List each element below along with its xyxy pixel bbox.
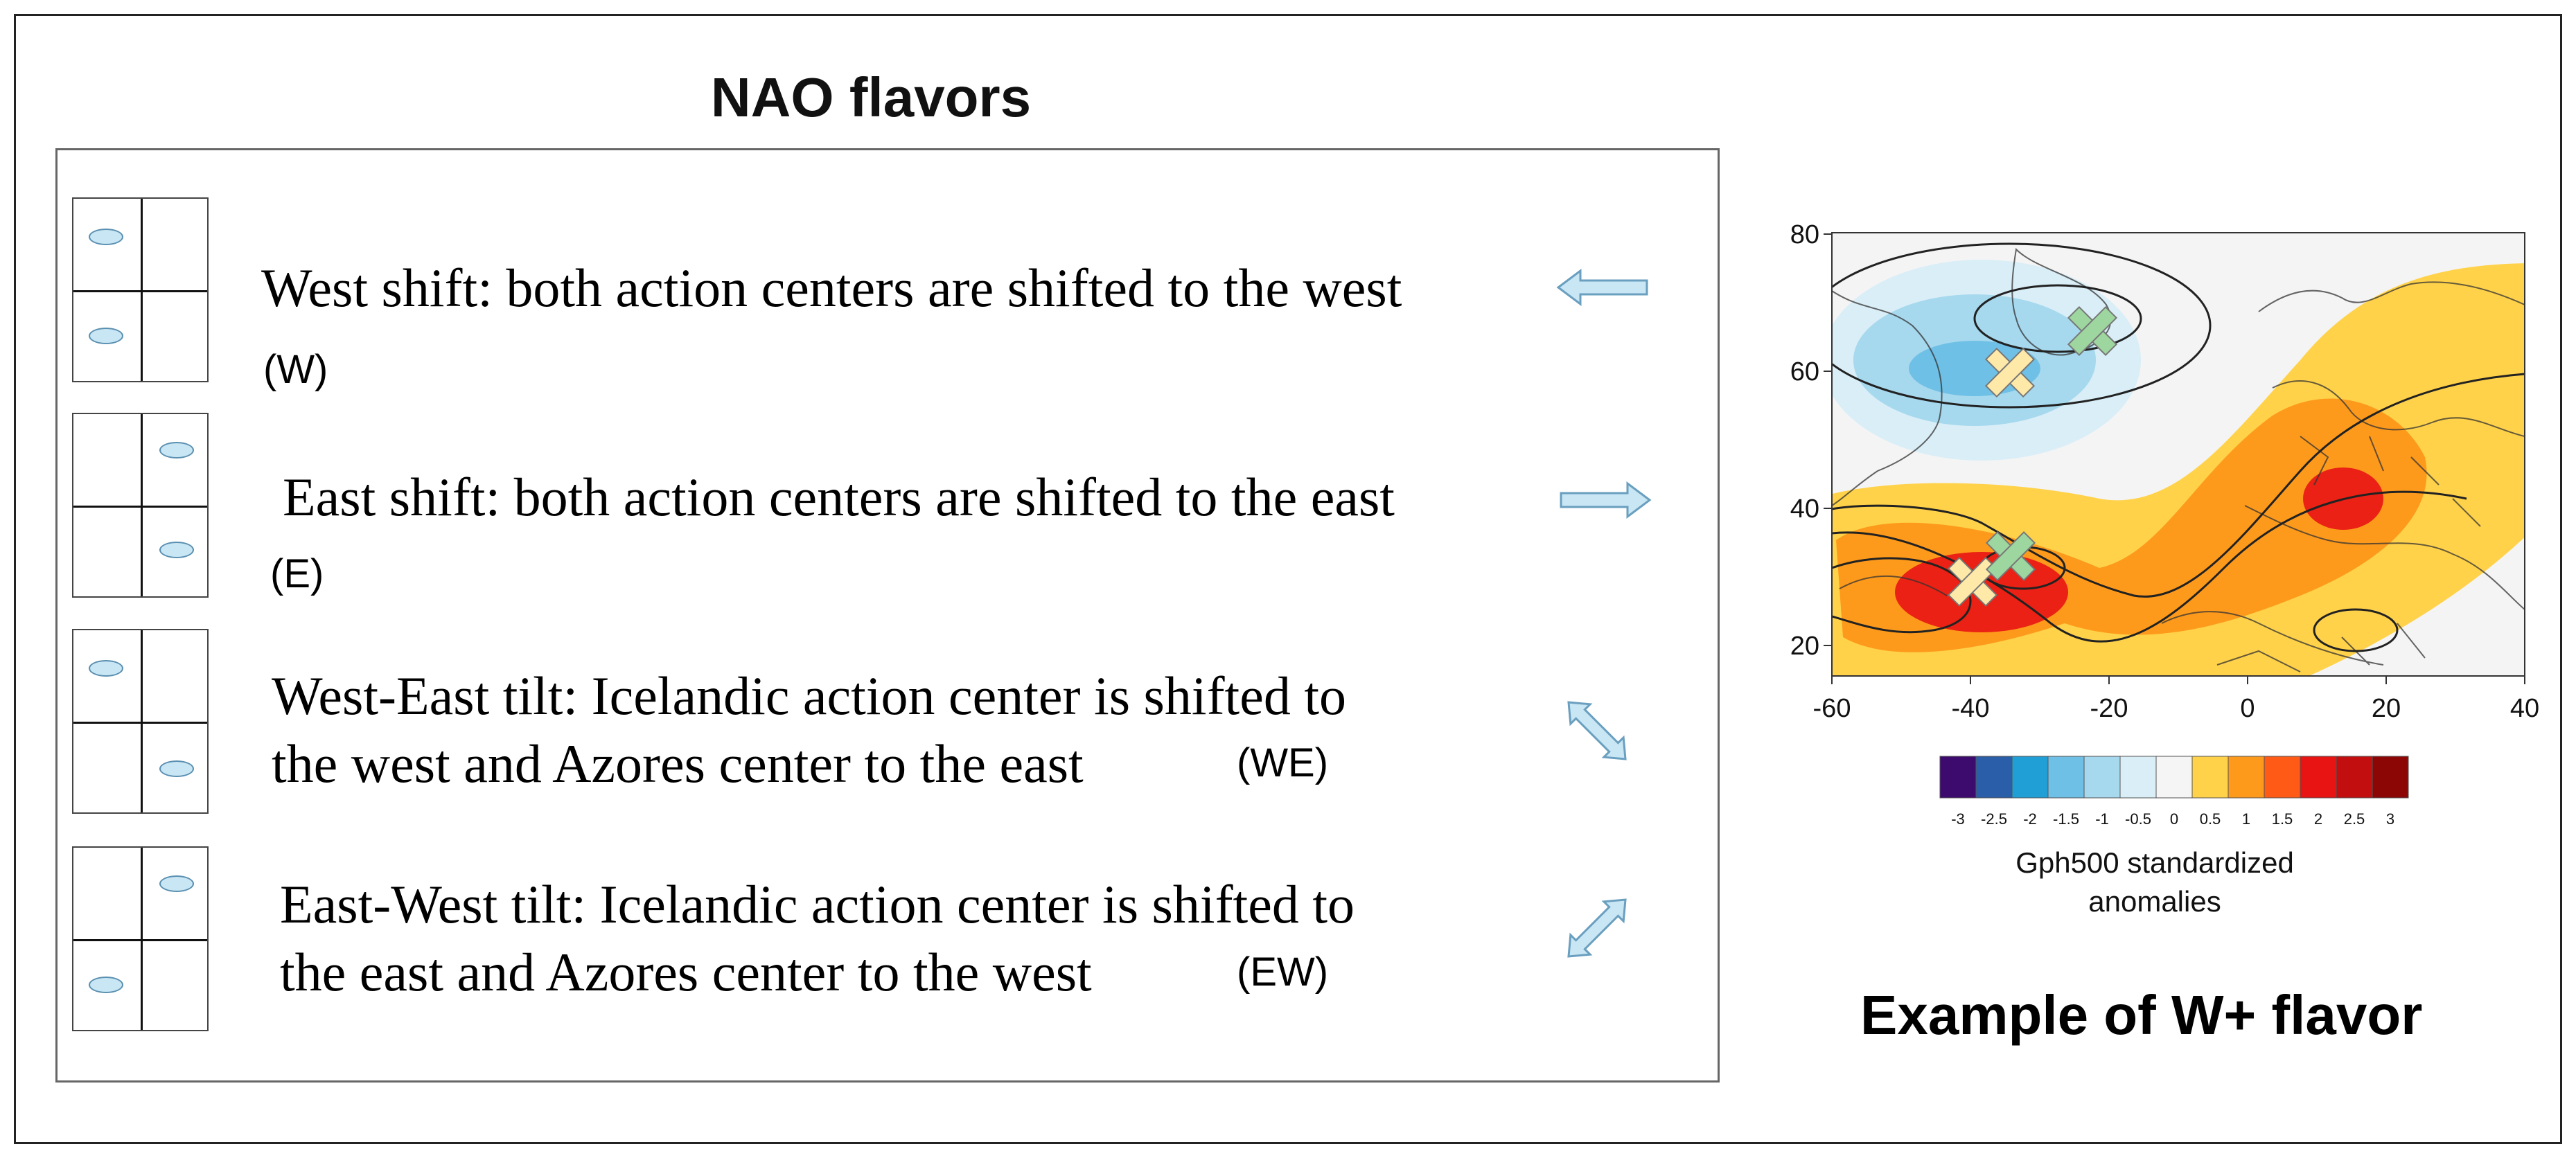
schematic-east-west-tilt bbox=[72, 846, 209, 1031]
west-shift-description: West shift: both action centers are shifted to the west bbox=[261, 258, 1402, 318]
schematic-west-east-tilt bbox=[72, 629, 209, 814]
east-west-tilt-line2: the east and Azores center to the west bbox=[280, 942, 1092, 1002]
x-tick-label: 0 bbox=[2240, 694, 2255, 723]
icelandic-center-marker bbox=[159, 875, 194, 892]
colorbar-swatch bbox=[1976, 756, 2012, 798]
colorbar-swatch bbox=[2192, 756, 2228, 798]
figure-title: NAO flavors bbox=[710, 66, 1032, 128]
anomaly-map bbox=[1774, 208, 2570, 762]
map-x-axis bbox=[1813, 676, 2540, 723]
y-tick-label: 40 bbox=[1790, 495, 1819, 524]
azores-center-marker bbox=[89, 328, 123, 344]
colorbar-swatch bbox=[2156, 756, 2192, 798]
schematic-east-shift bbox=[72, 413, 209, 598]
x-tick-label: 40 bbox=[2509, 694, 2540, 723]
colorbar-swatch bbox=[2012, 756, 2048, 798]
x-tick-label: -20 bbox=[2090, 694, 2128, 723]
colorbar-tick-label: -2 bbox=[2023, 810, 2037, 828]
east-shift-code: (E) bbox=[270, 551, 324, 596]
colorbar-tick-label: 1.5 bbox=[2271, 810, 2293, 828]
colorbar-swatch bbox=[2372, 756, 2408, 798]
west-east-tilt-line1: West-East tilt: Icelandic action center is shifted to bbox=[272, 666, 1347, 726]
colorbar-tick-label: -3 bbox=[1951, 810, 1965, 828]
colorbar-swatch bbox=[2228, 756, 2264, 798]
icelandic-center-marker bbox=[89, 660, 123, 677]
example-title: Example of W+ flavor bbox=[1860, 984, 2423, 1046]
colorbar-swatch bbox=[2084, 756, 2120, 798]
west-shift-code: (W) bbox=[263, 347, 328, 392]
y-tick-label: 80 bbox=[1790, 220, 1819, 249]
colorbar bbox=[1933, 755, 2418, 838]
colorbar-swatch bbox=[2048, 756, 2084, 798]
icelandic-center-marker bbox=[89, 229, 123, 245]
colorbar-tick-label: 3 bbox=[2385, 810, 2395, 828]
colorbar-tick-label: -1 bbox=[2095, 810, 2109, 828]
colorbar-swatch bbox=[2120, 756, 2156, 798]
colorbar-swatch bbox=[2336, 756, 2372, 798]
west-east-tilt-line2: the west and Azores center to the east bbox=[272, 733, 1084, 794]
colorbar-tick-label: -0.5 bbox=[2125, 810, 2151, 828]
east-west-tilt-line1: East-West tilt: Icelandic action center is shifted to bbox=[280, 874, 1355, 934]
x-tick-label: 20 bbox=[2371, 694, 2401, 723]
east-shift-description: East shift: both action centers are shifted to the east bbox=[283, 467, 1395, 527]
colorbar-tick-label: 2.5 bbox=[2343, 810, 2365, 828]
schematic-west-shift bbox=[72, 197, 209, 382]
colorbar-swatch bbox=[2300, 756, 2336, 798]
colorbar-label-line2: anomalies bbox=[2088, 885, 2221, 918]
icelandic-center-marker bbox=[159, 442, 194, 458]
west-arrow-icon bbox=[1555, 267, 1652, 308]
azores-center-marker bbox=[159, 760, 194, 777]
map-y-axis bbox=[1790, 220, 1832, 661]
colorbar-swatch bbox=[1940, 756, 1976, 798]
east-west-tilt-code: (EW) bbox=[1237, 950, 1329, 995]
colorbar-tick-label: 1 bbox=[2241, 810, 2251, 828]
azores-center-marker bbox=[159, 542, 194, 558]
azores-center-marker bbox=[89, 977, 123, 993]
east-arrow-icon bbox=[1555, 479, 1652, 521]
diagonal-down-arrow-icon bbox=[1559, 693, 1635, 769]
y-tick-label: 60 bbox=[1790, 357, 1819, 386]
colorbar-tick-label: -2.5 bbox=[1981, 810, 2007, 828]
x-tick-label: -60 bbox=[1812, 694, 1851, 723]
colorbar-label-line1: Gph500 standardized bbox=[2015, 846, 2294, 879]
colorbar-tick-label: 0.5 bbox=[2199, 810, 2221, 828]
y-tick-label: 20 bbox=[1790, 632, 1819, 661]
colorbar-swatch bbox=[2264, 756, 2300, 798]
x-tick-label: -40 bbox=[1951, 694, 1990, 723]
diagonal-up-arrow-icon bbox=[1559, 890, 1635, 966]
colorbar-tick-label: -1.5 bbox=[2053, 810, 2079, 828]
colorbar-tick-label: 0 bbox=[2169, 810, 2179, 828]
west-east-tilt-code: (WE) bbox=[1237, 740, 1329, 785]
colorbar-tick-label: 2 bbox=[2313, 810, 2323, 828]
colorbar-label bbox=[1933, 844, 2376, 921]
